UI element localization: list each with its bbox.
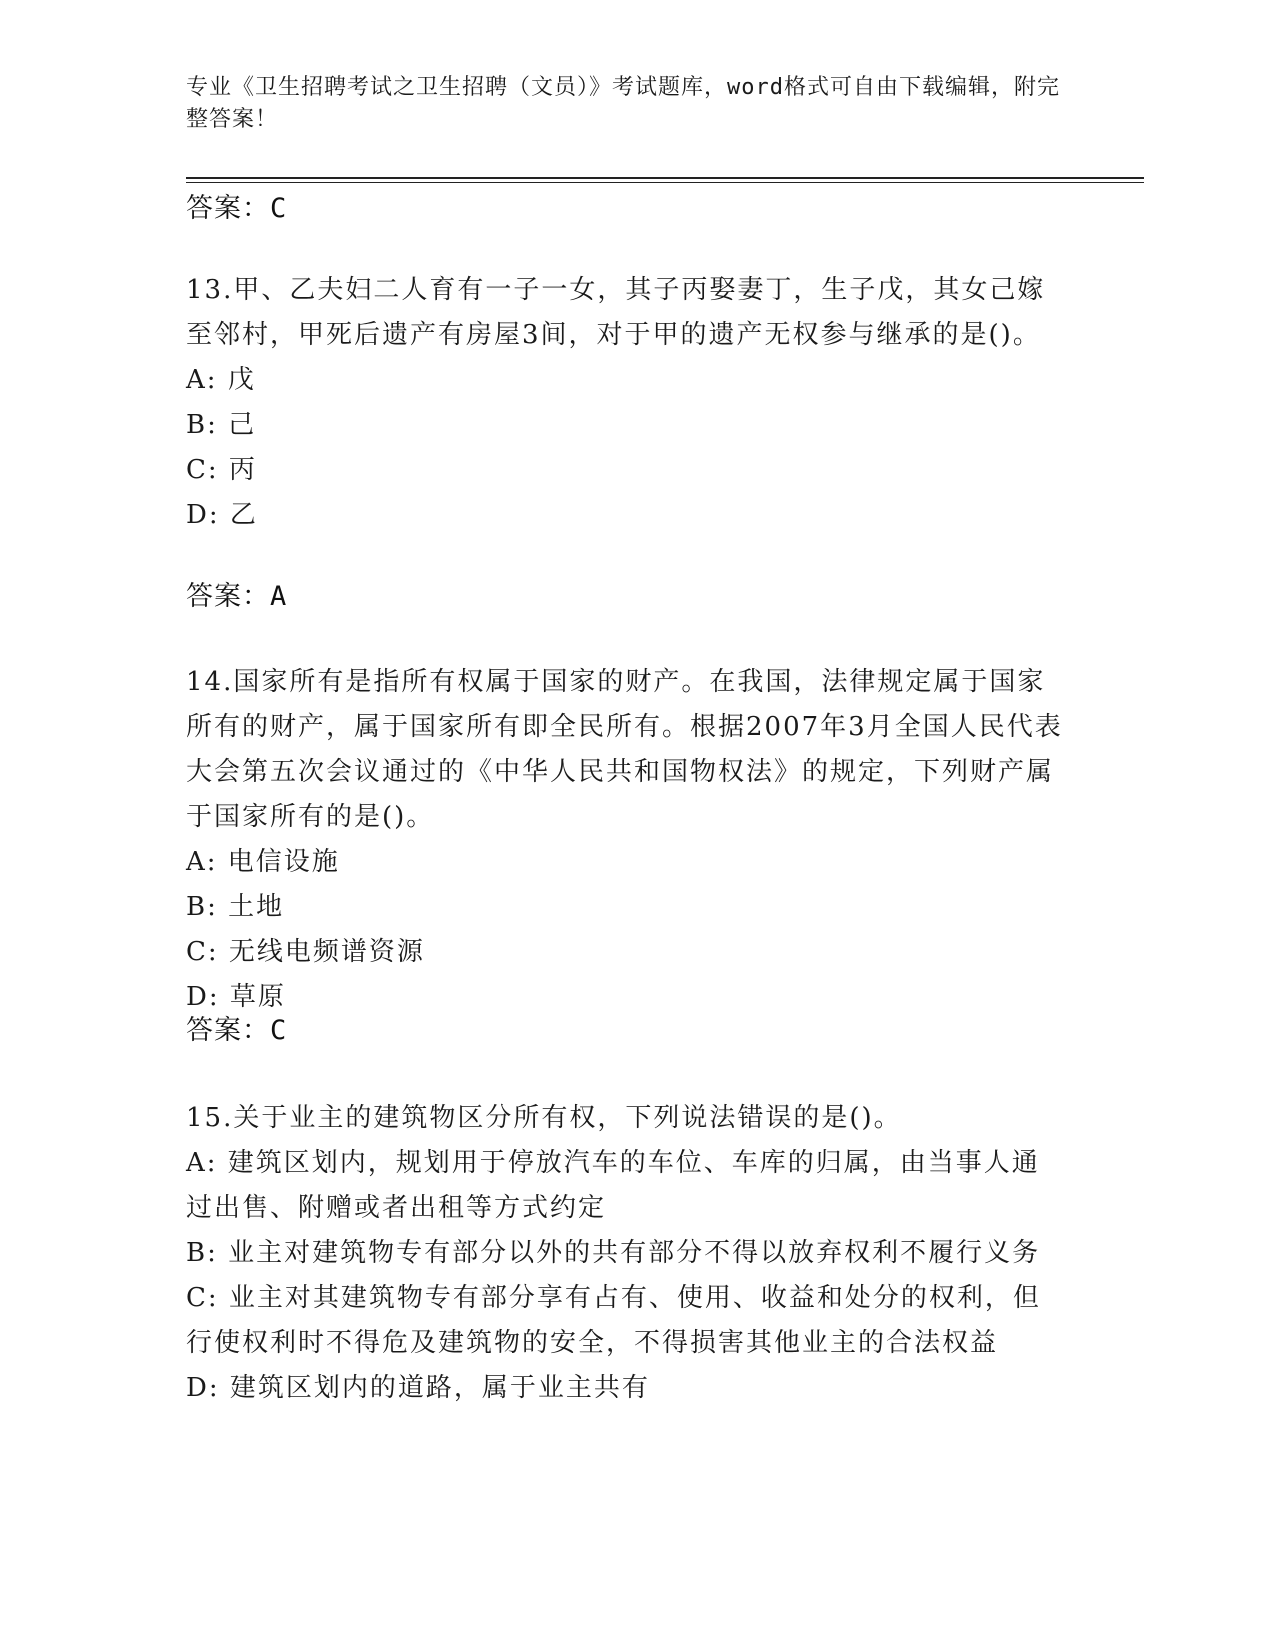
answer-label: 答案：C	[186, 193, 288, 224]
question-stem: 15.关于业主的建筑物区分所有权，下列说法错误的是()。	[186, 1103, 902, 1133]
option-d: D: 草原	[186, 982, 286, 1012]
header-rule-thick	[186, 177, 1144, 179]
question-stem: 13.甲、乙夫妇二人育有一子一女，其子丙娶妻丁，生子戊，其女己嫁至邻村，甲死后遗产有房屋3间，对于甲的遗产无权参与继承的是()。	[186, 275, 1046, 350]
answer-label: 答案：C	[186, 1015, 288, 1046]
option-c: C: 丙	[186, 455, 257, 485]
option-d: D: 建筑区划内的道路，属于业主共有	[186, 1373, 650, 1403]
header-rule-thin	[186, 182, 1144, 183]
option-a: A: 建筑区划内，规划用于停放汽车的车位、车库的归属，由当事人通过出售、附赠或者出租等方式约定	[186, 1148, 1040, 1223]
option-c: C: 业主对其建筑物专有部分享有占有、使用、收益和处分的权利，但行使权利时不得危及建筑物的安全，不得损害其他业主的合法权益	[186, 1283, 1041, 1358]
option-c: C: 无线电频谱资源	[186, 937, 425, 967]
option-b: B: 土地	[186, 892, 285, 922]
option-a: A: 戊	[186, 365, 256, 395]
option-b: B: 业主对建筑物专有部分以外的共有部分不得以放弃权利不履行义务	[186, 1238, 1041, 1268]
question-15	[186, 1096, 1066, 1411]
document-header: 专业《卫生招聘考试之卫生招聘（文员）》考试题库，word格式可自由下载编辑，附完整答案！	[186, 75, 1060, 132]
option-d: D: 乙	[186, 500, 258, 530]
question-stem: 14.国家所有是指所有权属于国家的财产。在我国，法律规定属于国家所有的财产，属于国家所有即全民所有。根据2007年3月全国人民代表大会第五次会议通过的《中华人民共和国物权法》的规定，下列财产属于国家所有的是()。	[186, 667, 1063, 832]
question-13	[186, 268, 1066, 538]
answer-label: 答案：A	[186, 581, 288, 612]
option-a: A: 电信设施	[186, 847, 340, 877]
question-14	[186, 660, 1066, 1020]
option-b: B: 己	[186, 410, 257, 440]
